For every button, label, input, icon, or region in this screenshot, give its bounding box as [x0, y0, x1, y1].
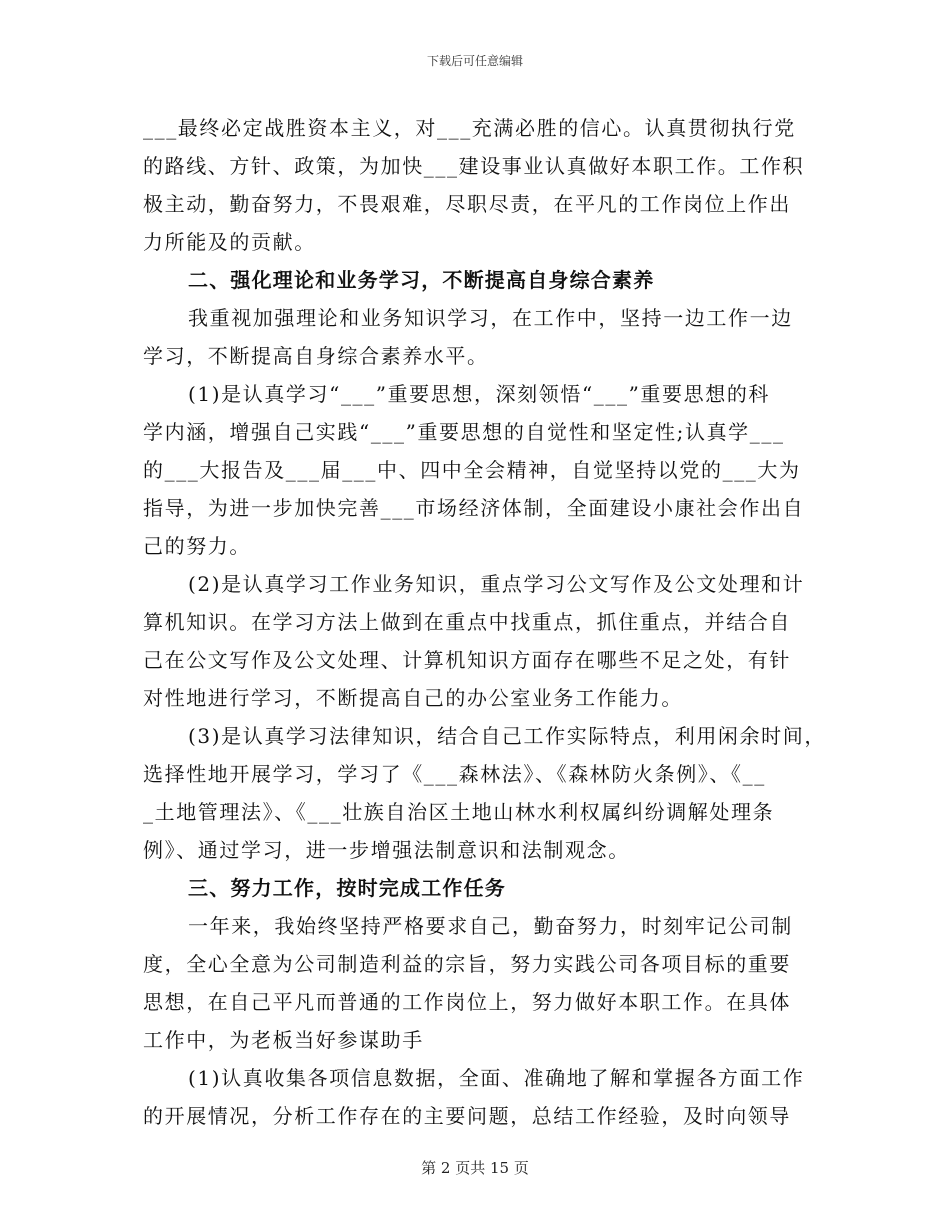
text-line: 力所能及的贡献。 [143, 230, 316, 254]
text-line: 的___大报告及___届___中、四中全会精神，自觉坚持以党的___大为 [143, 458, 801, 482]
text-line: 选择性地开展学习，学习了《___森林法》、《森林防火条例》、《__ [143, 762, 766, 786]
text-line: (3)是认真学习法律知识，结合自己工作实际特点，利用闲余时间， [188, 724, 826, 748]
text-line: 指导，为进一步加快完善___市场经济体制，全面建设小康社会作出自 [143, 496, 805, 520]
text-line: 学内涵，增强自己实践“___”重要思想的自觉性和坚定性;认真学___ [143, 420, 785, 444]
page-footer: 第 2 页共 15 页 [421, 1159, 529, 1177]
text-line: 的开展情况，分析工作存在的主要问题，总结工作经验，及时向领导 [143, 1104, 791, 1128]
text-line: (2)是认真学习工作业务知识，重点学习公文写作及公文处理和计 [188, 572, 805, 596]
text-line: 己在公文写作及公文处理、计算机知识方面存在哪些不足之处，有针 [143, 648, 791, 672]
text-line: (1)认真收集各项信息数据，全面、准确地了解和掌握各方面工作 [188, 1066, 805, 1090]
text-line: 极主动，勤奋努力，不畏艰难，尽职尽责，在平凡的工作岗位上作出 [143, 192, 791, 216]
text-line: 对性地进行学习，不断提高自己的办公室业务工作能力。 [143, 686, 683, 710]
text-line: 学习，不断提高自身综合素养水平。 [143, 344, 489, 368]
text-line: 算机知识。在学习方法上做到在重点中找重点，抓住重点，并结合自 [143, 610, 791, 634]
text-line: 我重视加强理论和业务知识学习，在工作中，坚持一边工作一边 [188, 306, 793, 330]
text-line: 的路线、方针、政策，为加快___建设事业认真做好本职工作。工作积 [143, 154, 805, 178]
section-heading-2: 二、强化理论和业务学习，不断提高自身综合素养 [188, 268, 655, 292]
text-line: _土地管理法》、《___壮族自治区土地山林水利权属纠纷调解处理条 [143, 800, 775, 824]
text-line: (1)是认真学习“___”重要思想，深刻领悟“___”重要思想的科 [188, 382, 771, 406]
text-line: 度，全心全意为公司制造利益的宗旨，努力实践公司各项目标的重要 [143, 952, 791, 976]
text-line: 己的努力。 [143, 534, 251, 558]
text-line: 例》、通过学习，进一步增强法制意识和法制观念。 [143, 838, 630, 862]
document-body [143, 109, 826, 1135]
header-note: 下载后可任意编辑 [426, 54, 523, 68]
text-line: ___最终必定战胜资本主义，对___充满必胜的信心。认真贯彻执行党 [143, 116, 796, 140]
text-line: 工作中，为老板当好参谋助手 [143, 1028, 424, 1052]
text-line: 思想，在自己平凡而普通的工作岗位上，努力做好本职工作。在具体 [143, 990, 791, 1014]
text-line: 一年来，我始终坚持严格要求自己，勤奋努力，时刻牢记公司制 [188, 914, 793, 938]
section-heading-3: 三、努力工作，按时完成工作任务 [188, 876, 506, 900]
